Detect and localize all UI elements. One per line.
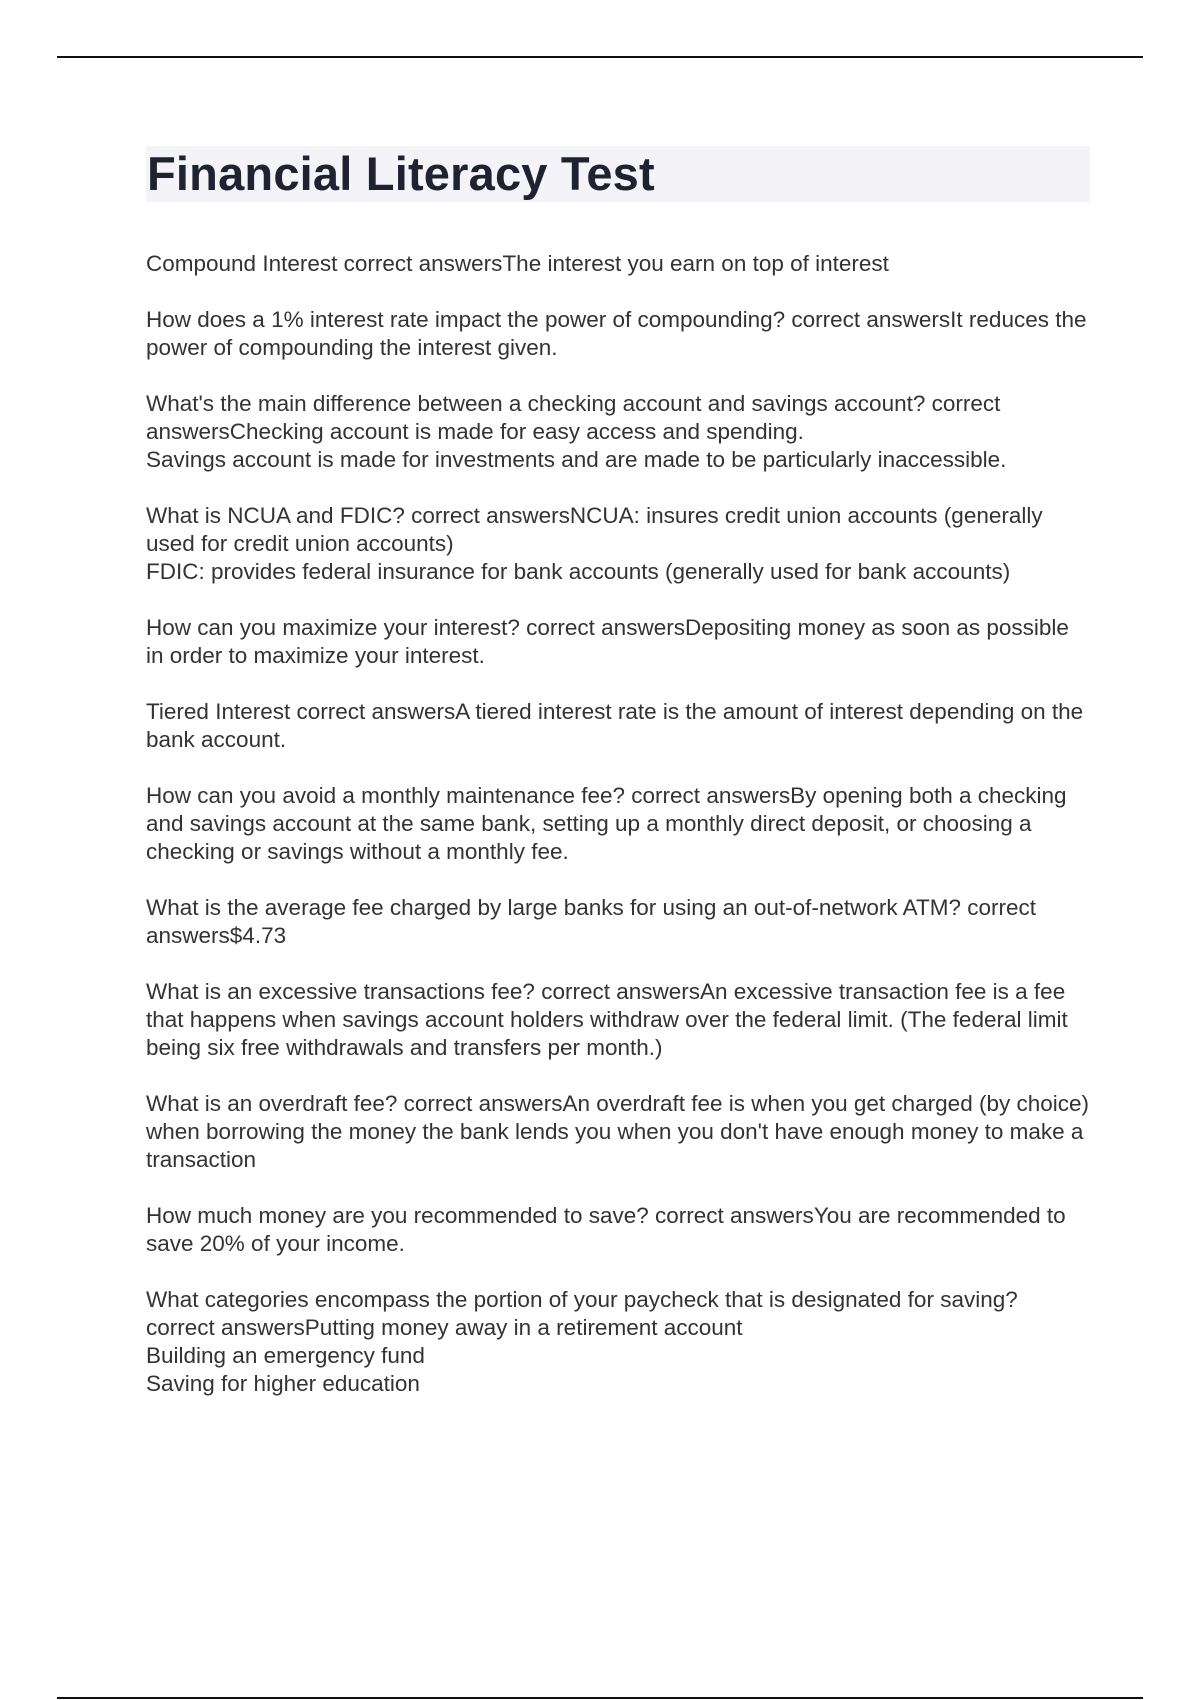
- answer-separator: correct answers: [397, 1091, 563, 1116]
- qa-list: [146, 250, 1090, 1398]
- answer-text: Putting money away in a retirement account Building an emergency fund Saving for higher education: [146, 1315, 743, 1396]
- qa-item: [146, 978, 1090, 1062]
- answer-separator: correct answers: [534, 979, 701, 1004]
- answer-separator: correct answers: [625, 783, 791, 808]
- question-text: Tiered Interest: [146, 699, 291, 724]
- answer-text: NCUA: insures credit union accounts (generally used for credit union accounts) FDIC: provides federal insurance for bank accounts (generally used for bank accounts): [146, 503, 1043, 584]
- qa-item: [146, 502, 1090, 586]
- qa-item: [146, 250, 1090, 278]
- answer-text: Depositing money as soon as possible in order to maximize your interest.: [146, 615, 1069, 668]
- answer-text: $4.73: [229, 923, 287, 948]
- answer-separator: correct answers: [785, 307, 951, 332]
- bottom-rule: [57, 1697, 1143, 1699]
- answer-text: The interest you earn on top of interest: [502, 251, 889, 276]
- answer-text: A tiered interest rate is the amount of interest depending on the bank account.: [146, 699, 1084, 752]
- answer-text: Checking account is made for easy access and spending. Savings account is made for investments and are made to be particularly inaccessible.: [146, 419, 1007, 472]
- answer-text: By opening both a checking and savings account at the same bank, setting up a monthly direct deposit, or choosing a checking or savings without a monthly fee.: [146, 783, 1067, 864]
- qa-item: [146, 306, 1090, 362]
- qa-item: [146, 1202, 1090, 1258]
- page-title: Financial Literacy Test: [147, 147, 655, 200]
- question-text: What is an excessive transactions fee?: [146, 979, 535, 1004]
- answer-separator: correct answers: [648, 1203, 814, 1228]
- question-text: What is NCUA and FDIC?: [146, 503, 405, 528]
- question-text: Compound Interest: [146, 251, 338, 276]
- qa-item: [146, 1090, 1090, 1174]
- answer-text: An excessive transaction fee is a fee that happens when savings account holders withdraw over the federal limit. (The federal limit being six free withdrawals and transfers per month.): [146, 979, 1068, 1060]
- qa-item: [146, 894, 1090, 950]
- answer-text: An overdraft fee is when you get charged (by choice) when borrowing the money the bank lends you when you don't have enough money to make a transaction: [146, 1091, 1089, 1172]
- answer-separator: correct answers: [404, 503, 570, 528]
- question-text: What is an overdraft fee?: [146, 1091, 398, 1116]
- answer-separator: correct answers: [146, 391, 1001, 444]
- qa-item: [146, 698, 1090, 754]
- answer-separator: correct answers: [337, 251, 503, 276]
- question-text: How does a 1% interest rate impact the power of compounding?: [146, 307, 786, 332]
- question-text: What categories encompass the portion of your paycheck that is designated for saving?: [146, 1287, 1018, 1312]
- qa-item: [146, 614, 1090, 670]
- answer-text: You are recommended to save 20% of your income.: [146, 1203, 1066, 1256]
- qa-item: [146, 782, 1090, 866]
- question-text: How much money are you recommended to save?: [146, 1203, 649, 1228]
- qa-item: [146, 1286, 1090, 1398]
- question-text: How can you avoid a monthly maintenance fee?: [146, 783, 626, 808]
- top-rule: [57, 56, 1143, 58]
- title-bar: [146, 146, 1090, 202]
- document-body: [146, 146, 1090, 1426]
- qa-item: [146, 390, 1090, 474]
- answer-separator: correct answers: [146, 1315, 305, 1340]
- answer-separator: correct answers: [290, 699, 456, 724]
- answer-text: It reduces the power of compounding the interest given.: [146, 307, 1087, 360]
- question-text: What's the main difference between a checking account and savings account?: [146, 391, 926, 416]
- question-text: How can you maximize your interest?: [146, 615, 520, 640]
- answer-separator: correct answers: [519, 615, 685, 640]
- answer-separator: correct answers: [146, 895, 1037, 948]
- question-text: What is the average fee charged by large banks for using an out-of-network ATM?: [146, 895, 962, 920]
